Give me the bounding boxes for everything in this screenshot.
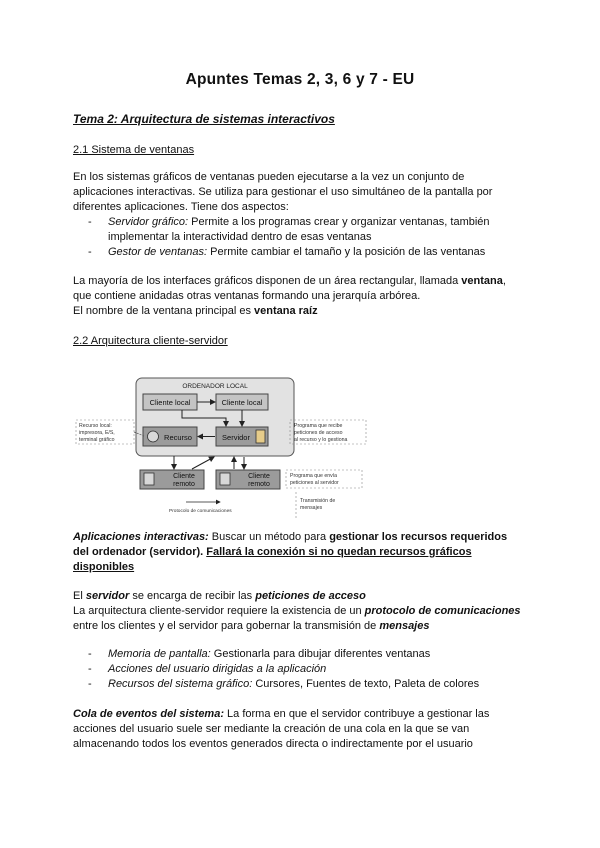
computer-icon	[144, 473, 154, 485]
intro-paragraph	[73, 170, 533, 215]
subsection-heading-2-2: 2.2 Arquitectura cliente-servidor	[73, 335, 228, 347]
text-line: almacenando todos los eventos generados directa o indirectamente por el usuario	[73, 738, 473, 750]
resources-list	[88, 647, 528, 692]
servidor-paragraph	[73, 589, 543, 634]
printer-icon	[148, 431, 159, 442]
bottom-note-1: Protocolo de comunicaciones	[169, 509, 232, 514]
cliente-local-label-2: Cliente local	[221, 398, 263, 407]
text-line: En los sistemas gráficos de ventanas pueden ejecutarse a la vez un conjunto de	[73, 171, 465, 183]
list-item: - Recursos del sistema gráfico: Cursores, Fuentes de texto, Paleta de colores	[88, 678, 480, 690]
client-server-diagram	[74, 362, 374, 524]
bottom-note-2-line: mensajes	[300, 505, 323, 511]
text-line: diferentes aplicaciones. Tiene dos aspectos:	[73, 201, 289, 213]
right-note2-line: Programa que envía	[290, 473, 338, 479]
remote1-label-a: Cliente	[173, 473, 195, 480]
text-line: entre los clientes y el servidor para gobernar la transmisión de mensajes	[73, 620, 430, 632]
list-item: - Memoria de pantalla: Gestionarla para dibujar diferentes ventanas	[88, 648, 431, 660]
subsection-heading-2-1: 2.1 Sistema de ventanas	[73, 144, 195, 156]
list-item: - Servidor gráfico: Permite a los programas crear y organizar ventanas, también	[88, 216, 490, 228]
ventana-paragraph	[73, 274, 543, 319]
text-line: El nombre de la ventana principal es ventana raíz	[73, 305, 318, 317]
right-note1-line: al recurso y lo gestiona	[294, 437, 348, 443]
text-line: El servidor se encarga de recibir las peticiones de acceso	[73, 590, 366, 602]
remote1-label-b: remoto	[173, 481, 195, 488]
document-title: Apuntes Temas 2, 3, 6 y 7 - EU	[185, 71, 415, 88]
remote2-label-a: Cliente	[248, 473, 270, 480]
right-note1-line: Programa que recibe	[294, 423, 343, 429]
computer-icon	[220, 473, 230, 485]
text-line: La mayoría de los interfaces gráficos disponen de un área rectangular, llamada ventana,	[73, 275, 506, 287]
aspects-list	[88, 215, 528, 260]
recurso-label: Recurso	[164, 433, 192, 442]
left-note-line: impresora, E/S,	[79, 430, 115, 436]
left-note-line: Recurso local:	[79, 423, 112, 429]
aplicaciones-paragraph	[73, 530, 543, 575]
text-line: aplicaciones interactivas. Se utiliza para gestionar el uso simultáneo de la pantalla por	[73, 186, 493, 198]
right-note2-line: peticiones al servidor	[290, 480, 339, 486]
text-line: del ordenador (servidor). Fallará la conexión si no quedan recursos gráficos	[73, 546, 472, 558]
right-note1-line: peticiones de acceso	[294, 430, 343, 436]
text-line: La arquitectura cliente-servidor requiere la existencia de un protocolo de comunicaciones	[73, 605, 521, 617]
text-line: Cola de eventos del sistema: La forma en que el servidor contribuye a gestionar las	[73, 708, 490, 720]
cliente-local-label-1: Cliente local	[149, 398, 191, 407]
local-computer-label: ORDENADOR LOCAL	[182, 383, 248, 390]
text-line: acciones del usuario suele ser mediante la creación de una cola en la que se van	[73, 723, 470, 735]
bottom-note-2-line: Transmisión de	[300, 498, 336, 504]
server-icon	[256, 430, 265, 443]
cola-eventos-paragraph	[73, 707, 543, 752]
text-line: Aplicaciones interactivas: Buscar un método para gestionar los recursos requeridos	[73, 531, 508, 543]
list-item: - Acciones del usuario dirigidas a la aplicación	[88, 663, 327, 675]
list-item-continuation: implementar la interactividad dentro de esas ventanas	[108, 231, 372, 243]
text-line: disponibles	[73, 561, 135, 573]
remote2-label-b: remoto	[248, 481, 270, 488]
text-line: que contiene anidadas otras ventanas formando una jerarquía arbórea.	[73, 290, 421, 302]
left-note-line: terminal gráfico	[79, 437, 115, 443]
servidor-label: Servidor	[222, 433, 250, 442]
section-heading-tema2: Tema 2: Arquitectura de sistemas interactivos	[73, 112, 335, 126]
list-item: - Gestor de ventanas: Permite cambiar el tamaño y la posición de las ventanas	[88, 246, 486, 258]
